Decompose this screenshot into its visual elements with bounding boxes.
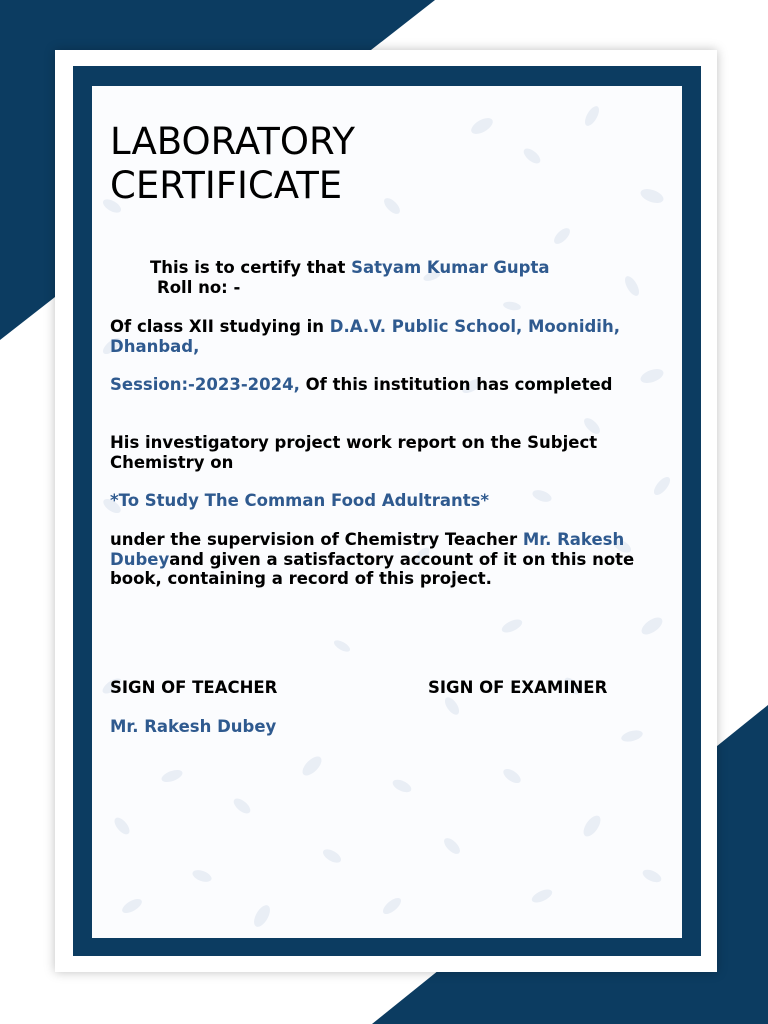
sign-of-teacher-label: SIGN OF TEACHER (110, 678, 278, 697)
certificate-page (92, 86, 682, 938)
student-name: Satyam Kumar Gupta (351, 258, 550, 277)
supervision-rest: and given a satisfactory account of it on this note book, containing a record of this project. (110, 549, 635, 588)
school-name: D.A.V. Public School, Moonidih, Dhanbad, (110, 317, 620, 356)
session-value: Session:-2023-2024, (110, 375, 300, 394)
roll-number: Roll no: - (157, 278, 241, 297)
sign-of-examiner-label: SIGN OF EXAMINER (428, 678, 608, 697)
class-statement (110, 317, 670, 356)
leaf-pattern-background (92, 86, 682, 938)
project-title: *To Study The Comman Food Adultrants* (110, 491, 490, 510)
session-statement (110, 375, 670, 395)
supervision-text: under the supervision of Chemistry Teacher (110, 530, 523, 549)
project-statement: His investigatory project work report on the Subject Chemistry on (110, 433, 598, 472)
teacher-signature-name: Mr. Rakesh Dubey (110, 717, 277, 736)
session-rest: Of this institution has completed (299, 375, 613, 394)
certificate-title (110, 120, 355, 208)
title-line-1: LABORATORY (110, 120, 355, 163)
supervision-statement (110, 530, 670, 589)
teacher-name: Mr. Rakesh Dubey (110, 530, 625, 569)
certify-intro: This is to certify that (150, 258, 352, 277)
certify-statement (150, 258, 670, 278)
class-text: Of class XII studying in (110, 317, 330, 336)
title-line-2: CERTIFICATE (110, 164, 343, 207)
